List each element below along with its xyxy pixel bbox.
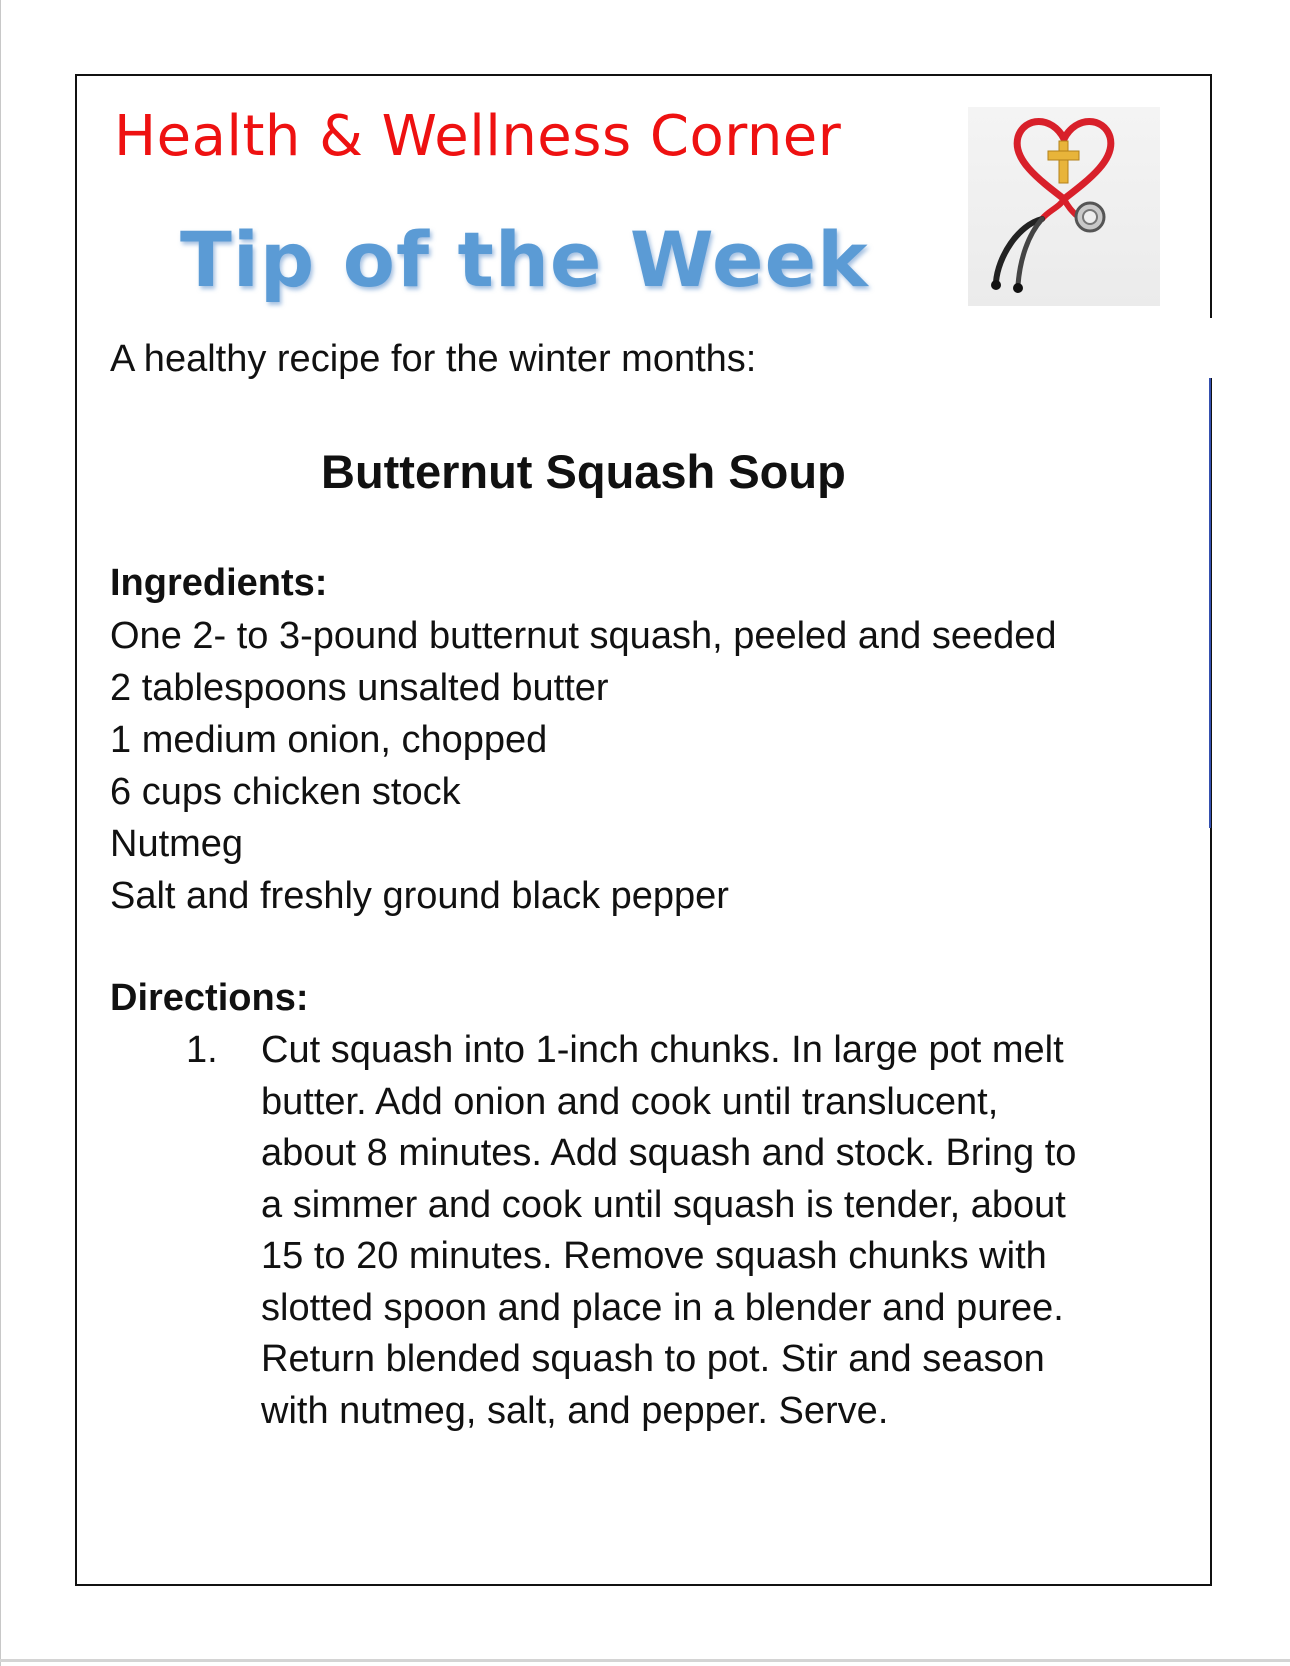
tip-of-the-week-title: Tip of the Week [180,215,869,304]
page-edge [0,0,1,1666]
direction-line: with nutmeg, salt, and pepper. Serve. [261,1389,889,1432]
ingredient-item: Nutmeg [110,823,244,865]
direction-line: about 8 minutes. Add squash and stock. Bring to [261,1132,1077,1174]
directions-heading: Directions: [110,977,309,1019]
ingredient-item: 1 medium onion, chopped [110,719,548,761]
ingredient-item: 2 tablespoons unsalted butter [110,667,609,709]
page-edge-bottom [0,1659,1290,1662]
direction-line: slotted spoon and place in a blender and puree. [261,1286,1064,1329]
ingredient-item: Salt and freshly ground black pepper [110,875,729,917]
margin-line [1209,378,1211,828]
direction-line: a simmer and cook until squash is tender, about [261,1183,1066,1226]
step-number: 1. [186,1029,218,1071]
ingredients-heading: Ingredients: [110,562,328,604]
direction-line: Return blended squash to pot. Stir and season [261,1338,1045,1380]
ingredients-list [110,610,1057,922]
header-title: Health & Wellness Corner [114,104,842,169]
recipe-title: Butternut Squash Soup [321,445,846,498]
ingredient-item: One 2- to 3-pound butternut squash, peeled and seeded [110,615,1057,657]
heart-stethoscope-cross-icon [968,107,1160,306]
intro-text: A healthy recipe for the winter months: [110,338,757,380]
frame-gap [1206,318,1214,378]
direction-line: butter. Add onion and cook until translucent, [261,1080,999,1123]
ingredient-item: 6 cups chicken stock [110,771,461,813]
direction-step [261,1025,1181,1437]
direction-line: 15 to 20 minutes. Remove squash chunks with [261,1235,1047,1277]
direction-line: Cut squash into 1-inch chunks. In large pot melt [261,1029,1064,1071]
